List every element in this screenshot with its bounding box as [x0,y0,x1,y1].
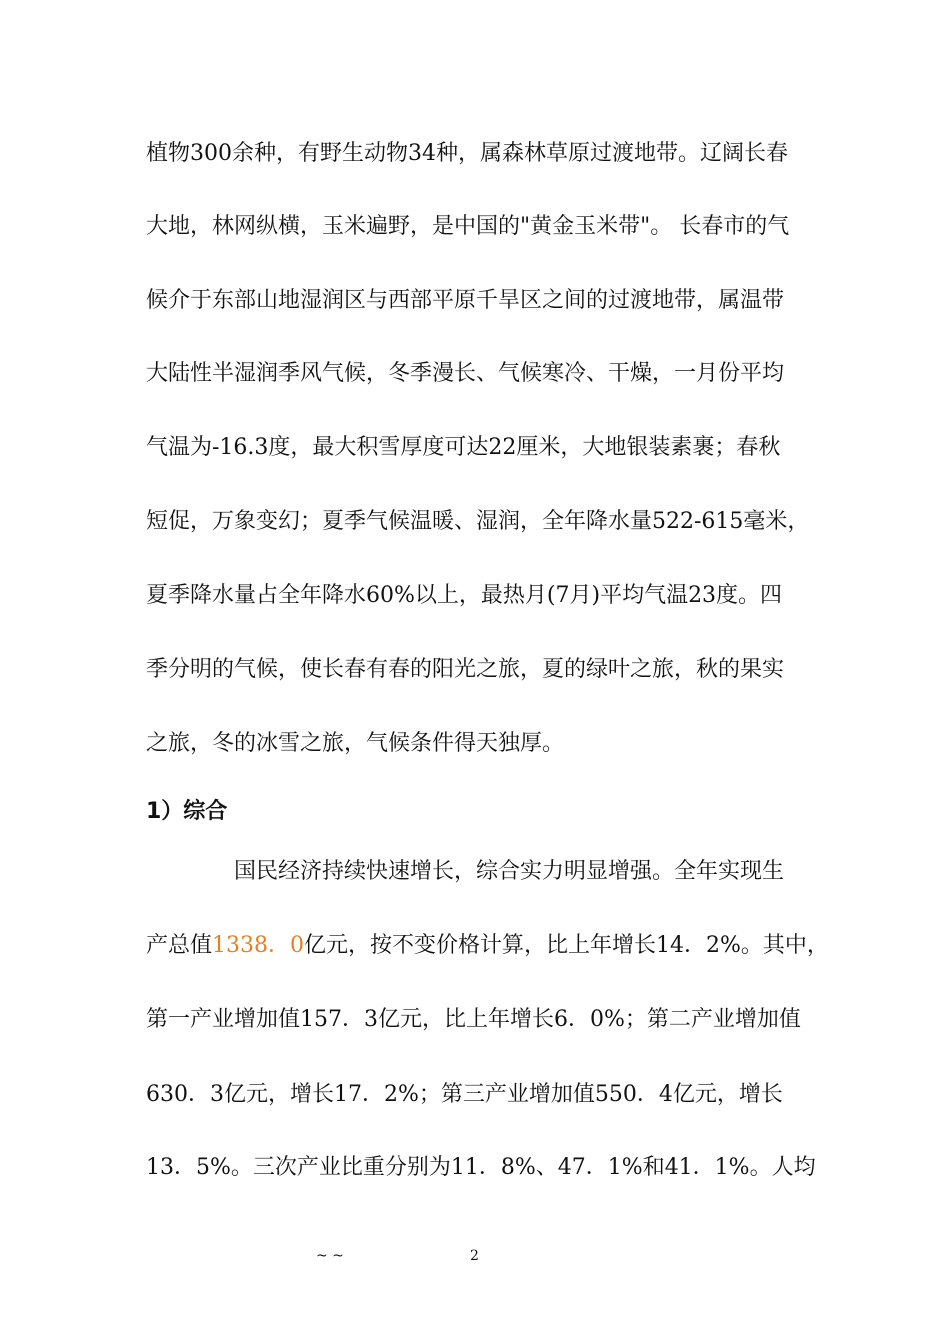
paragraph2-line-1: 国民经济持续快速增长，综合实力明显增强。全年实现生 [234,859,785,884]
paragraph-line-2: 大地，林网纵横，玉米遍野，是中国的"黄金玉米带"。 长春市的气 [146,214,790,239]
paragraph-line-3: 候介于东部山地湿润区与西部平原千旱区之间的过渡地带，属温带 [146,288,785,313]
gdp-value-highlight: 1338．0 [212,933,305,958]
paragraph2-line-4: 630．3亿元，增长17．2%；第三产业增加值550．4亿元，增长 [146,1082,783,1107]
paragraph-line-5: 气温为-16.3度，最大积雪厚度可达22厘米，大地银装素裹；春秋 [146,435,781,460]
gdp-prefix: 产总值 [146,933,213,958]
page-number: 2 [470,1248,479,1264]
paragraph-line-1: 植物300余种，有野生动物34种，属森林草原过渡地带。辽阔长春 [146,141,788,166]
paragraph-line-8: 季分明的气候，使长春有春的阳光之旅，夏的绿叶之旅，秋的果实 [146,657,785,682]
section-heading: 1）综合 [146,799,228,824]
footer-marks: ~ ~ [316,1248,344,1264]
paragraph-line-9: 之旅，冬的冰雪之旅，气候条件得天独厚。 [146,731,565,756]
paragraph-line-6: 短促，万象变幻；夏季气候温暖、湿润，全年降水量522-615毫米， [146,509,810,534]
paragraph2-line-3: 第一产业增加值157．3亿元，比上年增长6．0%；第二产业增加值 [146,1007,801,1032]
paragraph-line-7: 夏季降水量占全年降水60%以上，最热月(7月)平均气温23度。四 [146,583,783,608]
paragraph-line-4: 大陆性半湿润季风气候，冬季漫长、气候寒冷、干燥，一月份平均 [146,361,785,386]
gdp-suffix: 亿元，按不变价格计算，比上年增长14．2%。其中， [304,933,829,958]
paragraph2-line-5: 13．5%。三次产业比重分别为11．8%、47．1%和41．1%。人均 [146,1155,816,1180]
paragraph2-line-2 [146,931,829,961]
